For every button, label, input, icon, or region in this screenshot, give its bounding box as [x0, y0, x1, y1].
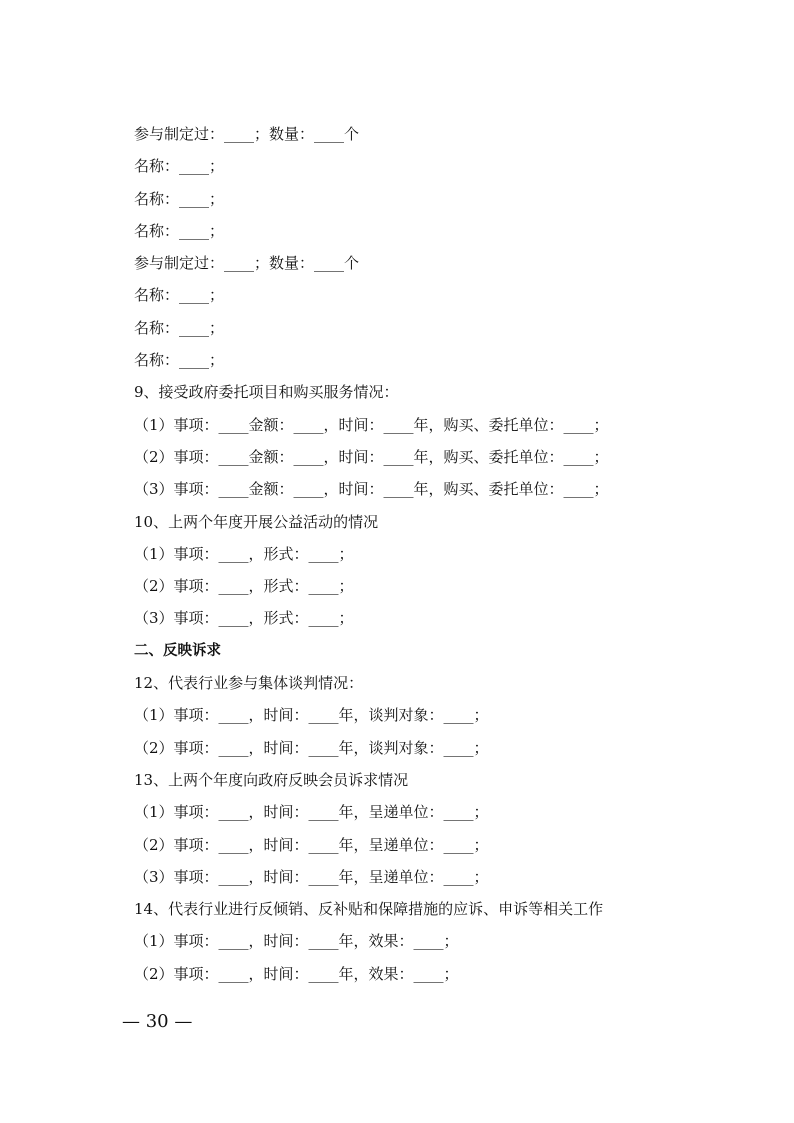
charity-entry: （1）事项：____，形式：____；	[134, 544, 354, 563]
trade-remedy-entry: （1）事项：____，时间：____年，效果：____；	[134, 932, 459, 951]
name-line: 名称：____；	[134, 189, 225, 208]
trade-remedy-entry: （2）事项：____，时间：____年，效果：____；	[134, 964, 459, 983]
name-line: 名称：____；	[134, 318, 225, 337]
charity-entry: （3）事项：____，形式：____；	[134, 609, 354, 628]
item-heading-13: 13、上两个年度向政府反映会员诉求情况	[134, 770, 409, 789]
purchase-entry: （2）事项：____金额：____，时间：____年，购买、委托单位：____；	[134, 447, 609, 466]
purchase-entry: （1）事项：____金额：____，时间：____年，购买、委托单位：____；	[134, 415, 609, 434]
name-line: 名称：____；	[134, 157, 225, 176]
page-number: — 30 —	[122, 1011, 193, 1032]
name-line: 名称：____；	[134, 286, 225, 305]
item-heading-14: 14、代表行业进行反倾销、反补贴和保障措施的应诉、申诉等相关工作	[134, 900, 604, 919]
negotiation-entry: （2）事项：____，时间：____年，谈判对象：____；	[134, 738, 489, 757]
item-heading-9: 9、接受政府委托项目和购买服务情况：	[134, 383, 399, 402]
negotiation-entry: （1）事项：____，时间：____年，谈判对象：____；	[134, 706, 489, 725]
appeal-entry: （3）事项：____，时间：____年，呈递单位：____；	[134, 867, 489, 886]
appeal-entry: （2）事项：____，时间：____年，呈递单位：____；	[134, 835, 489, 854]
purchase-entry: （3）事项：____金额：____，时间：____年，购买、委托单位：____；	[134, 480, 609, 499]
name-line: 名称：____；	[134, 351, 225, 370]
charity-entry: （2）事项：____，形式：____；	[134, 577, 354, 596]
form-lines	[134, 118, 694, 990]
section-heading: 二、反映诉求	[134, 642, 221, 659]
appeal-entry: （1）事项：____，时间：____年，呈递单位：____；	[134, 803, 489, 822]
name-line: 名称：____；	[134, 221, 225, 240]
participation-line: 参与制定过：____；数量：____个	[134, 125, 360, 143]
item-heading-12: 12、代表行业参与集体谈判情况：	[134, 674, 364, 693]
participation-line: 参与制定过：____；数量：____个	[134, 254, 360, 273]
item-heading-10: 10、上两个年度开展公益活动的情况	[134, 512, 379, 531]
